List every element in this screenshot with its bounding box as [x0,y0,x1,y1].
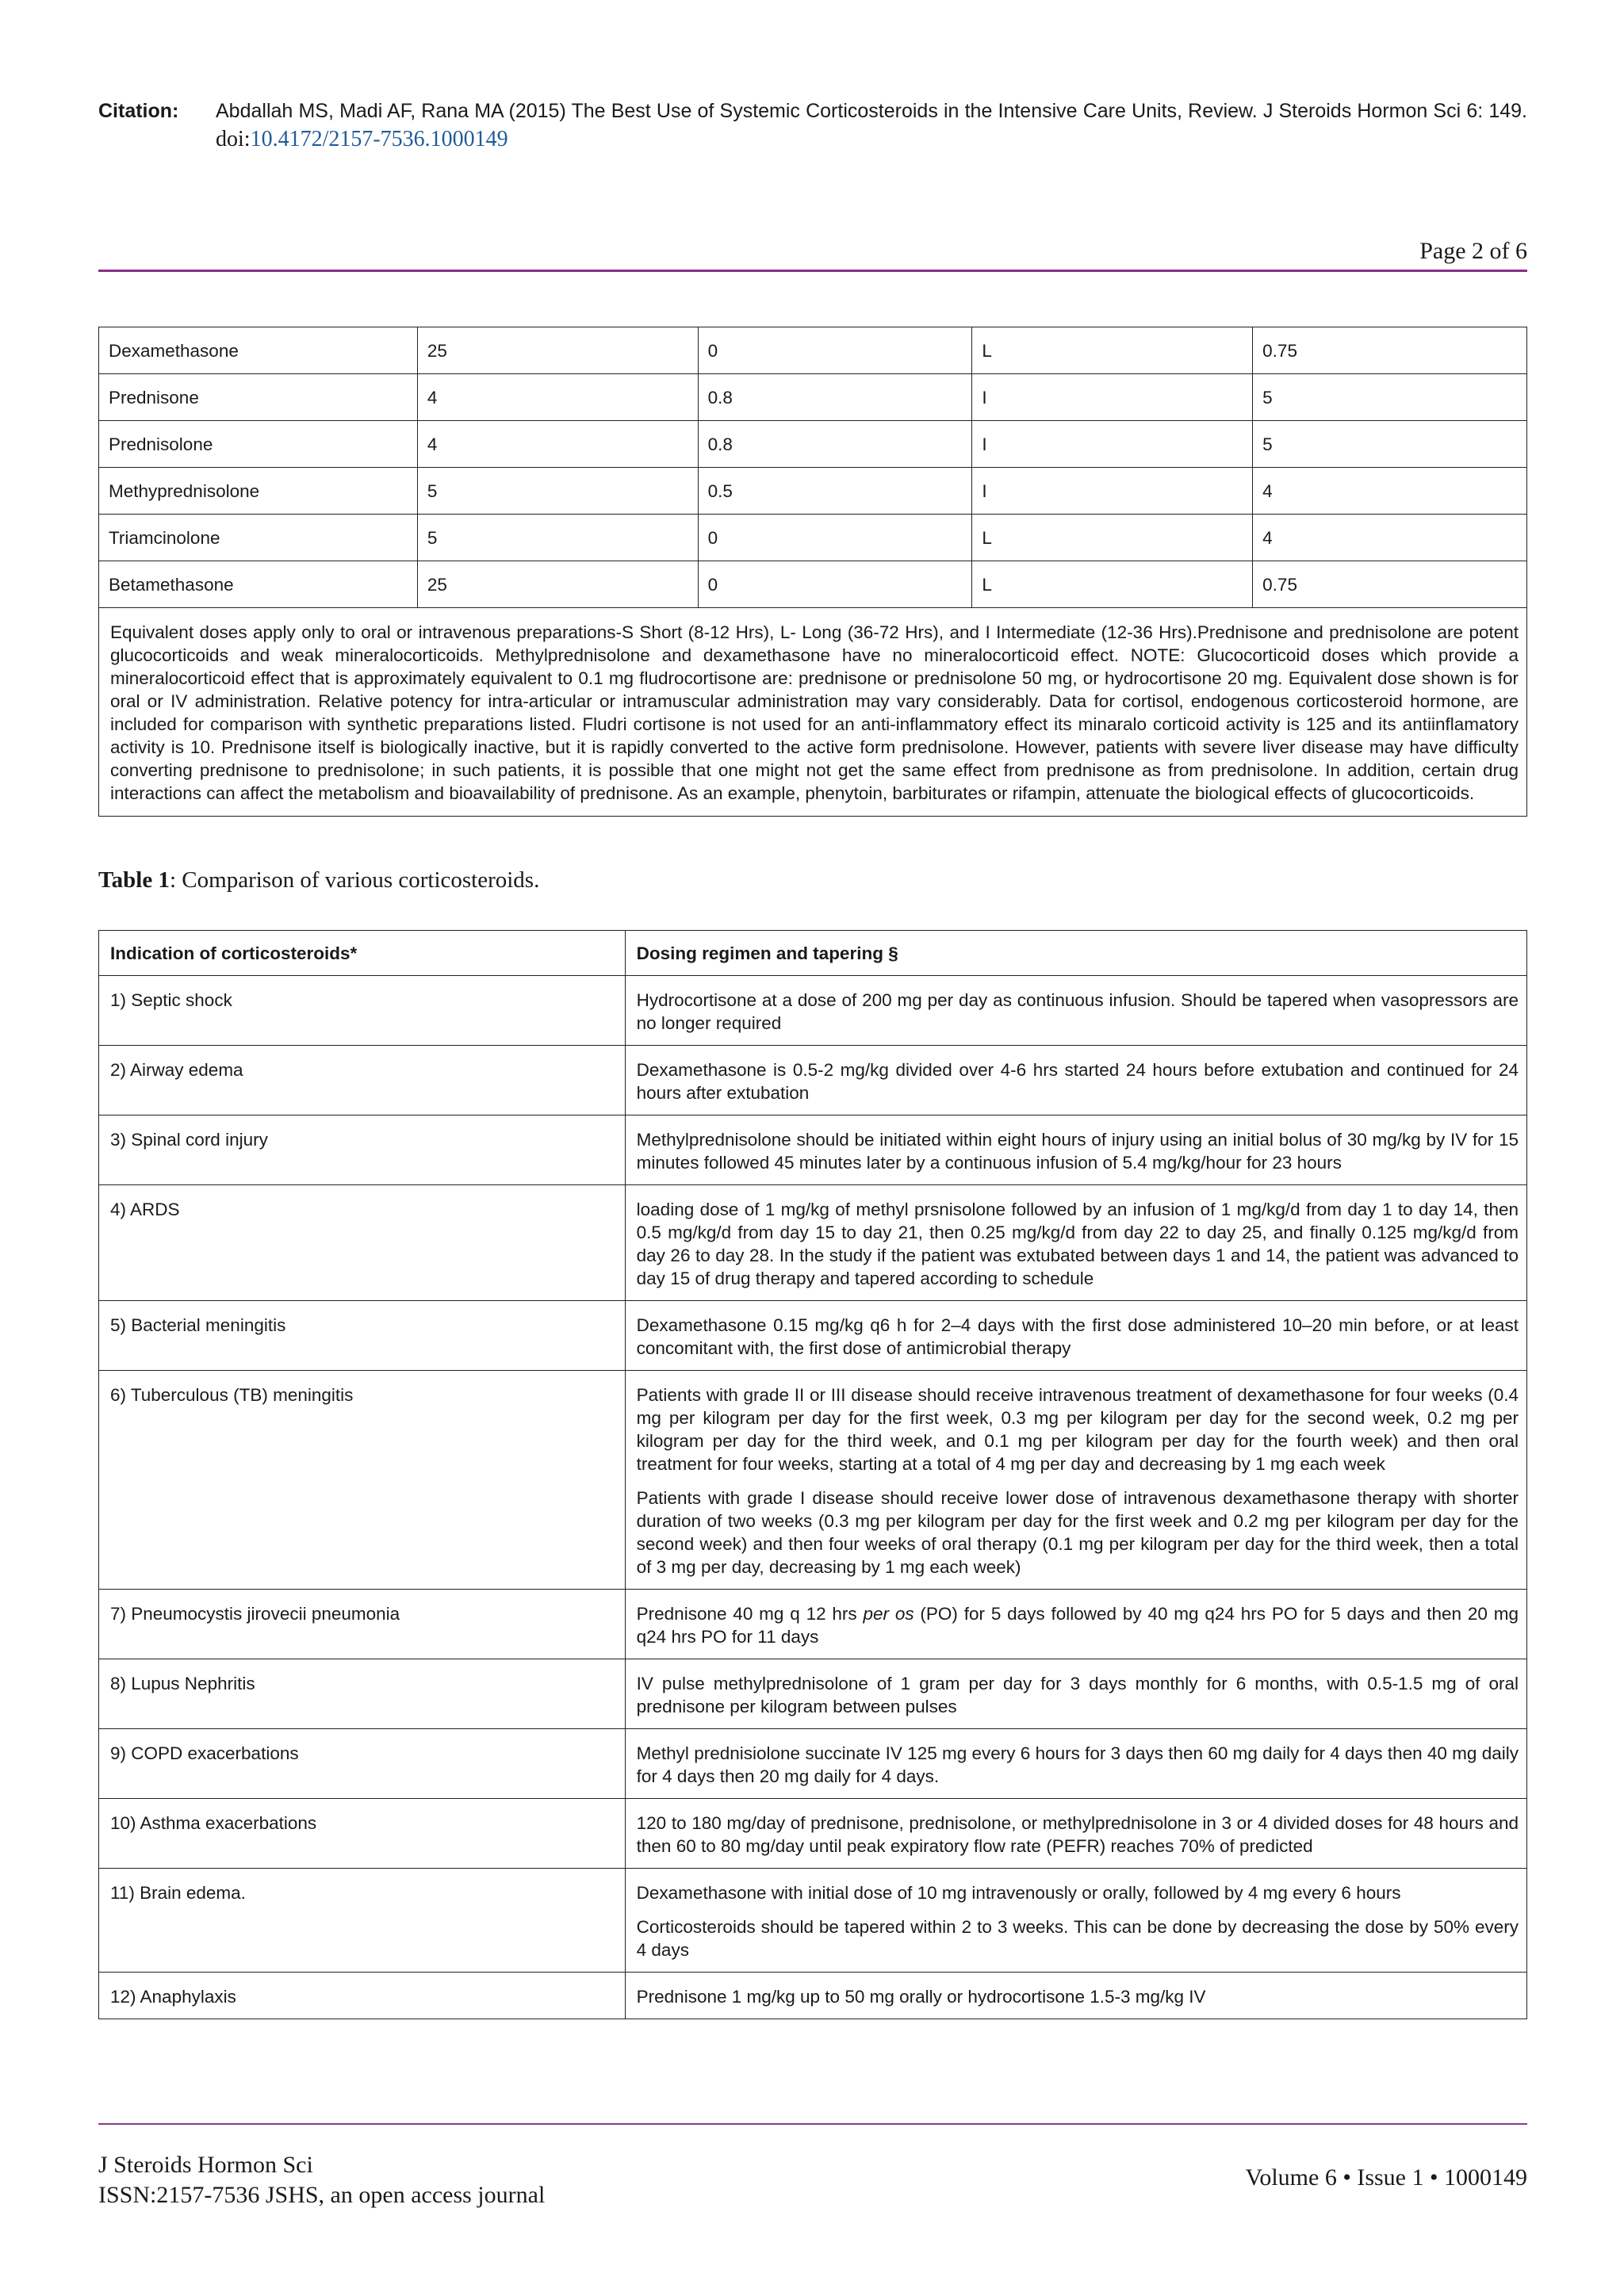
table1-caption: Table 1: Comparison of various corticosteroids. [98,867,540,893]
table-row [99,976,1527,1046]
table-cell: I [972,421,1253,468]
table-cell: L [972,561,1253,608]
table-row [99,1371,1527,1590]
doi-prefix: doi: [216,127,251,151]
table-cell: 0 [698,561,972,608]
footer-journal [98,2150,545,2210]
footer-volume: Volume 6 • Issue 1 • 1000149 [1245,2164,1527,2191]
indication-cell: 2) Airway edema [99,1046,626,1115]
dosing-cell [625,1371,1526,1590]
indication-cell: 12) Anaphylaxis [99,1973,626,2019]
indication-cell: 3) Spinal cord injury [99,1115,626,1185]
header-rule [98,270,1527,272]
dosing-cell [625,1301,1526,1371]
table-header-row [99,931,1527,976]
table-cell: 5 [417,468,698,515]
dosing-cell [625,1185,1526,1301]
dosing-cell [625,1869,1526,1973]
table-cell: Prednisone [99,374,418,421]
citation-text: Abdallah MS, Madi AF, Rana MA (2015) The Best Use of Systemic Corticosteroids in the Intensive Care Units, Review. J Steroids Hormon Sci 6: 149. doi:10.4172/2157-7536.1000149 [216,100,1527,151]
journal-issn: ISSN:2157-7536 JSHS, an open access journal [98,2182,546,2208]
indication-cell: 6) Tuberculous (TB) meningitis [99,1371,626,1590]
table-cell: 4 [1253,515,1527,561]
dosing-cell [625,976,1526,1046]
table-row [99,1301,1527,1371]
dosing-paragraph: Corticosteroids should be tapered within 2 to 3 weeks. This can be done by decreasing the dose by 50% every 4 days [636,1917,1519,1960]
table-footnote: Equivalent doses apply only to oral or intravenous preparations-S Short (8-12 Hrs), L- Long (36-72 Hrs), and I Intermediate (12-36 Hrs).Prednisone and prednisolone are potent glucocorticoids and weak mineralocorticoids. Methylprednisolone and dexamethasone have no mineralocorticoid effect. NOTE: Glucocorticoid doses which provide a mineralocorticoid effect that is approximately equivalent to 0.1 mg fludrocortisone are: prednisone or prednisolone 50 mg, or hydrocortisone 20 mg. Equivalent dose shown is for oral or IV administration. Relative potency for intra-articular or intramuscular administration may vary considerably. Data for cortisol, endogenous corticosteroid hormone, are included for comparison with synthetic preparations listed. Fludri cortisone is not used for an anti-inflammatory effect its minaralo corticoid activity is 125 and its antiinflamatory activity is 10. Prednisone itself is biologically inactive, but it is rapidly converted to the active form prednisolone. However, patients with severe liver disease may have difficulty converting prednisone to prednisolone; in such patients, it is possible that one might not get the same effect from prednisone as from prednisolone. In addition, certain drug interactions can affect the metabolism and bioavailability of prednisone. As an example, phenytoin, barbiturates or rifampin, attenuate the biological effects of glucocorticoids. [99,608,1527,817]
dosing-paragraph: loading dose of 1 mg/kg of methyl prsnisolone followed by an infusion of 1 mg/kg/d from day 1 to day 14, then 0.5 mg/kg/d from day 15 to day 21, then 0.25 mg/kg/d from day 22 to day 25, and finally 0.125 mg/kg/d from day 26 to day 28. In the study if the patient was extubated between days 1 and 14, the patient was advanced to day 15 of drug therapy and tapered according to schedule [636,1200,1519,1288]
dosing-cell [625,1046,1526,1115]
table-row [99,1590,1527,1659]
corticosteroid-comparison-table [98,327,1527,817]
table-row [99,374,1527,421]
table-cell: 4 [417,374,698,421]
page-number: Page 2 of 6 [1419,238,1527,264]
indication-cell: 8) Lupus Nephritis [99,1659,626,1729]
table-row [99,1046,1527,1115]
table-cell: 4 [1253,468,1527,515]
table-cell: 5 [417,515,698,561]
table-cell: L [972,327,1253,374]
dosing-paragraph: Methylprednisolone should be initiated within eight hours of injury using an initial bolus of 30 mg/kg by IV for 15 minutes followed 45 minutes later by a continuous infusion of 5.4 mg/kg/hour for 23 hours [636,1130,1519,1173]
table-cell: Betamethasone [99,561,418,608]
table-row [99,468,1527,515]
header-dosing: Dosing regimen and tapering § [625,931,1526,976]
table-row [99,515,1527,561]
table-row [99,421,1527,468]
dosing-paragraph: Patients with grade II or III disease should receive intravenous treatment of dexamethasone for four weeks (0.4 mg per kilogram per day for the first week, 0.3 mg per kilogram per day for the second week, 0.2 mg per kilogram per day for the third week, and 0.1 mg per kilogram per day for the fourth week) and then oral treatment for four weeks, starting at a total of 4 mg per day and decreasing by 1 mg each week [636,1385,1519,1474]
dosing-paragraph: Dexamethasone with initial dose of 10 mg intravenously or orally, followed by 4 mg every 6 hours [636,1883,1401,1903]
header-indication: Indication of corticosteroids* [99,931,626,976]
table-row [99,1973,1527,2019]
table-cell: 25 [417,561,698,608]
table-row [99,1869,1527,1973]
table-cell: 5 [1253,421,1527,468]
table-row [99,1115,1527,1185]
table-cell: Methyprednisolone [99,468,418,515]
dosing-cell [625,1659,1526,1729]
table-cell: I [972,468,1253,515]
table-row [99,1729,1527,1799]
dosing-cell [625,1729,1526,1799]
table-row [99,1185,1527,1301]
dosing-paragraph: Dexamethasone is 0.5-2 mg/kg divided over 4-6 hrs started 24 hours before extubation and continued for 24 hours after extubation [636,1060,1519,1103]
dosing-paragraph: Methyl prednisiolone succinate IV 125 mg every 6 hours for 3 days then 60 mg daily for 4 days then 40 mg daily for 4 days then 20 mg daily for 4 days. [636,1743,1519,1786]
dosing-cell [625,1973,1526,2019]
dosing-paragraph: IV pulse methylprednisolone of 1 gram per day for 3 days monthly for 6 months, with 0.5-1.5 mg of oral prednisone per kilogram between pulses [636,1674,1519,1716]
table-cell: Dexamethasone [99,327,418,374]
indication-cell: 9) COPD exacerbations [99,1729,626,1799]
table-row [99,561,1527,608]
dosing-paragraph: Prednisone 1 mg/kg up to 50 mg orally or hydrocortisone 1.5-3 mg/kg IV [636,1987,1206,2007]
table-cell: Triamcinolone [99,515,418,561]
citation-label: Citation: [98,100,179,122]
indication-cell: 5) Bacterial meningitis [99,1301,626,1371]
indication-cell: 1) Septic shock [99,976,626,1046]
journal-name: J Steroids Hormon Sci [98,2152,313,2178]
indications-dosing-table [98,930,1527,2019]
table-row [99,1799,1527,1869]
indication-cell: 7) Pneumocystis jirovecii pneumonia [99,1590,626,1659]
table-row [99,1659,1527,1729]
table-cell: 0.8 [698,421,972,468]
table-cell: 0 [698,327,972,374]
table-cell: Prednisolone [99,421,418,468]
dosing-paragraph: Hydrocortisone at a dose of 200 mg per day as continuous infusion. Should be tapered when vasopressors are no longer required [636,990,1519,1033]
dosing-paragraph: 120 to 180 mg/day of prednisone, prednisolone, or methylprednisolone in 3 or 4 divided doses for 48 hours and then 60 to 80 mg/day until peak expiratory flow rate (PEFR) reaches 70% of predicted [636,1813,1519,1856]
dosing-paragraph: Patients with grade I disease should receive lower dose of intravenous dexamethasone therapy with shorter duration of two weeks (0.3 mg per kilogram per day for the first week and 0.2 mg per kilogram per day for the second week) and then four weeks of oral therapy (0.1 mg per kilogram per day for the third week, then a total of 3 mg per day, decreasing by 1 mg each week) [636,1488,1519,1577]
table-cell: 4 [417,421,698,468]
doi-link[interactable]: 10.4172/2157-7536.1000149 [250,127,508,151]
footer-rule [98,2123,1527,2125]
table-cell: 0 [698,515,972,561]
table-cell: I [972,374,1253,421]
table-cell: 25 [417,327,698,374]
table-cell: 0.8 [698,374,972,421]
indication-cell: 11) Brain edema. [99,1869,626,1973]
table-cell: 0.75 [1253,327,1527,374]
indication-cell: 10) Asthma exacerbations [99,1799,626,1869]
dosing-paragraph: Dexamethasone 0.15 mg/kg q6 h for 2–4 days with the first dose administered 10–20 min before, or at least concomitant with, the first dose of antimicrobial therapy [636,1315,1519,1358]
dosing-cell: Prednisone 40 mg q 12 hrs per os (PO) for 5 days followed by 40 mg q24 hrs PO for 5 days and then 20 mg q24 hrs PO for 11 days [625,1590,1526,1659]
table-row [99,327,1527,374]
table-note-row [99,608,1527,817]
table-cell: 0.5 [698,468,972,515]
dosing-cell [625,1799,1526,1869]
table-cell: 0.75 [1253,561,1527,608]
table-cell: 5 [1253,374,1527,421]
indication-cell: 4) ARDS [99,1185,626,1301]
citation [98,97,1527,154]
dosing-cell [625,1115,1526,1185]
table-cell: L [972,515,1253,561]
